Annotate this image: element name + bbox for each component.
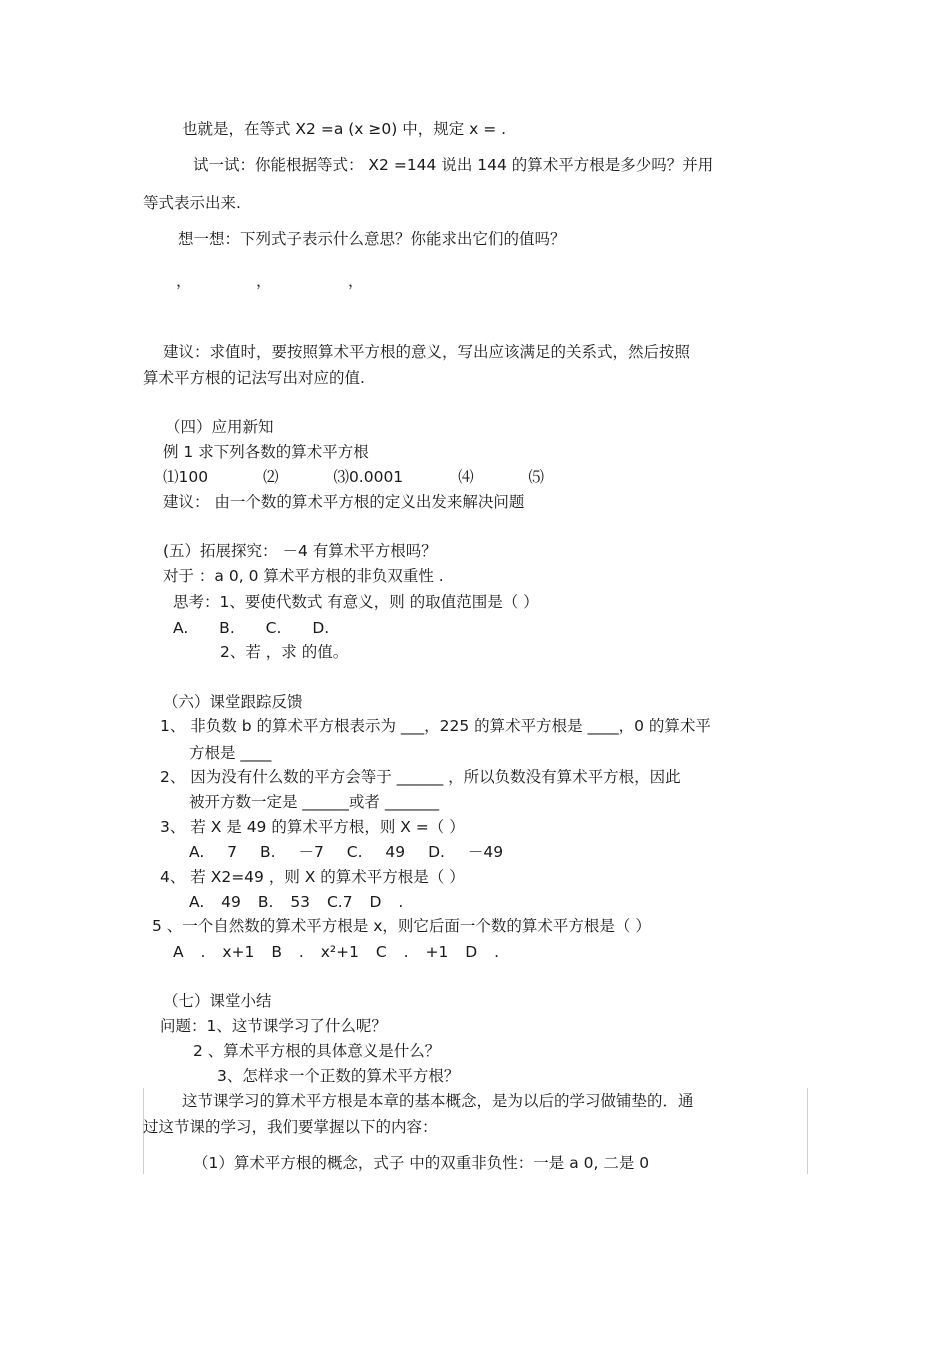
text-line: 等式表示出来.	[143, 194, 241, 212]
text-line: ，	[348, 272, 364, 290]
text-line: 5 、一个自然数的算术平方根是 x，则它后面一个数的算术平方根是（ ）	[152, 917, 651, 935]
text-line: 2、若 ，求 的值。	[220, 643, 349, 661]
text-line: 方根是 ____	[189, 744, 272, 762]
text-line: ，	[256, 272, 272, 290]
text-line: 问题：1、这节课学习了什么呢？	[160, 1017, 387, 1035]
text-line: 2 、算术平方根的具体意义是什么？	[193, 1042, 441, 1060]
text-line: 2、 因为没有什么数的平方会等于 ______ ，所以负数没有算术平方根，因此	[160, 768, 681, 786]
text-line: 例 1 求下列各数的算术平方根	[163, 443, 369, 461]
text-line: 3、 若 X 是 49 的算术平方根，则 X =（ ）	[160, 818, 465, 836]
box-right-border	[807, 1088, 808, 1174]
text-line: 这节课学习的算术平方根是本章的基本概念，是为以后的学习做铺垫的．通	[182, 1092, 694, 1110]
text-line: （1）算术平方根的概念，式子 中的双重非负性：一是 a 0, 二是 0	[193, 1154, 650, 1172]
section-heading: (五）拓展探究： －4 有算术平方根吗？	[163, 542, 437, 560]
text-line: 被开方数一定是 ______或者 _______	[189, 793, 440, 811]
text-line: 思考：1、要使代数式 有意义，则 的取值范围是（ ）	[173, 593, 539, 611]
section-heading: （七）课堂小结	[163, 992, 272, 1010]
section-heading: （四）应用新知	[165, 418, 274, 436]
text-line: 也就是，在等式 X2 =a (x ≥0) 中，规定 x = .	[182, 120, 507, 138]
text-line: 算术平方根的记法写出对应的值.	[143, 369, 365, 387]
text-line: A . x+1 B . x²+1 C . +1 D .	[173, 943, 500, 961]
text-line: 3、怎样求一个正数的算术平方根？	[217, 1067, 460, 1085]
text-line: 想一想：下列式子表示什么意思？你能求出它们的值吗？	[178, 230, 566, 248]
text-line: 过这节课的学习，我们要掌握以下的内容：	[143, 1118, 438, 1136]
text-line: A. 7 B. －7 C. 49 D. －49	[189, 843, 504, 861]
text-line: 试一试：你能根据等式： X2 =144 说出 144 的算术平方根是多少吗？并用	[193, 156, 714, 174]
text-line: ⑴100 ⑵ ⑶0.0001 ⑷ ⑸	[163, 468, 545, 486]
text-line: 对于 ：a 0, 0 算术平方根的非负双重性 .	[163, 567, 444, 585]
text-line: ，	[176, 272, 192, 290]
text-line: 4、 若 X2=49 ，则 X 的算术平方根是（ ）	[160, 868, 465, 886]
section-heading: （六）课堂跟踪反馈	[163, 693, 303, 711]
text-line: 1、 非负数 b 的算术平方根表示为 ___，225 的算术平方根是 ____，0 的算术平	[160, 717, 711, 735]
text-line: 建议：求值时，要按照算术平方根的意义，写出应该满足的关系式，然后按照	[163, 343, 691, 361]
text-line: A. B. C. D.	[173, 619, 330, 637]
text-line: A. 49 B. 53 C.7 D .	[189, 893, 404, 911]
text-line: 建议： 由一个数的算术平方根的定义出发来解决问题	[163, 493, 525, 511]
